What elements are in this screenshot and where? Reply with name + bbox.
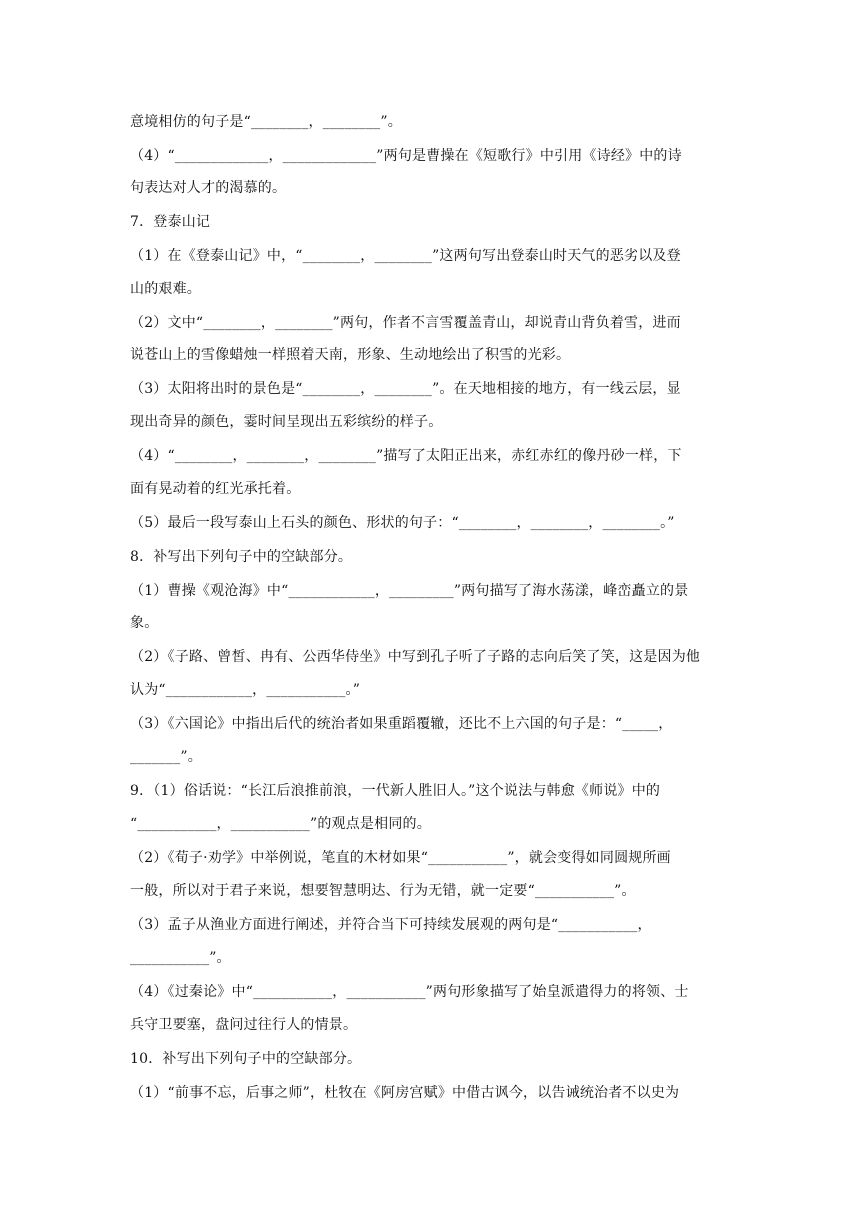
text-line: 句表达对人才的渴慕的。 bbox=[130, 180, 287, 196]
text-line: 一般，所以对于君子来说，想要智慧明达、行为无错，就一定要“___________”。 bbox=[130, 883, 636, 899]
text-line: 现出奇异的颜色，霎时间呈现出五彩缤纷的样子。 bbox=[130, 414, 443, 430]
text-line: 象。 bbox=[130, 615, 159, 631]
section-heading: 8．补写出下列句子中的空缺部分。 bbox=[130, 549, 353, 565]
text-line: ___________”。 bbox=[130, 950, 231, 966]
text-line: （1）“前事不忘，后事之师”，杜牧在《阿房宫赋》中借古讽今，以告诫统治者不以史为 bbox=[130, 1085, 680, 1101]
text-line: _______”。 bbox=[130, 749, 202, 765]
text-line: “___________，___________”的观点是相同的。 bbox=[130, 816, 431, 832]
text-line: 兵守卫要塞，盘问过往行人的情景。 bbox=[130, 1017, 358, 1033]
text-line: （3）太阳将出时的景色是“________，________”。在天地相接的地方，有一线云层，显 bbox=[130, 381, 681, 397]
text-line: 面有晃动着的红光承托着。 bbox=[130, 481, 301, 497]
text-line: （2）《子路、曾皙、冉有、公西华侍坐》中写到孔子听了子路的志向后笑了笑，这是因为他 bbox=[130, 649, 701, 665]
text-line: （5）最后一段写泰山上石头的颜色、形状的句子：“________，________，________。” bbox=[130, 515, 675, 531]
section-heading: 7．登泰山记 bbox=[130, 214, 211, 230]
text-line: 意境相仿的句子是“________，________”。 bbox=[130, 114, 402, 130]
text-line: （3）孟子从渔业方面进行阐述，并符合当下可持续发展观的两句是“___________， bbox=[130, 917, 652, 933]
text-line: （2）文中“________，________”两句，作者不言雪覆盖青山，却说青山背负着雪，进而 bbox=[130, 315, 681, 331]
text-line: （3）《六国论》中指出后代的统治者如果重蹈覆辙，还比不上六国的句子是：“_____， bbox=[130, 716, 673, 732]
section-heading: 10．补写出下列句子中的空缺部分。 bbox=[130, 1051, 362, 1067]
section-heading: 9．（1）俗话说：“长江后浪推前浪，一代新人胜旧人。”这个说法与韩愈《师说》中的 bbox=[130, 783, 661, 799]
text-line: （2）《荀子·劝学》中举例说，笔直的木材如果“___________”，就会变得如同圆规所画 bbox=[130, 850, 671, 866]
text-line: （4）“_____________，_____________”两句是曹操在《短歌行》中引用《诗经》中的诗 bbox=[130, 148, 682, 164]
text-line: 认为“____________，___________。” bbox=[130, 682, 361, 698]
text-line: 山的艰难。 bbox=[130, 281, 201, 297]
text-line: （1）在《登泰山记》中，“________，________”这两句写出登泰山时天气的恶劣以及登 bbox=[130, 248, 681, 264]
text-line: 说苍山上的雪像蜡烛一样照着天南，形象、生动地绘出了积雪的光彩。 bbox=[130, 347, 571, 363]
text-line: （4）《过秦论》中“___________，___________”两句形象描写了始皇派遣得力的将领、士 bbox=[130, 984, 689, 1000]
text-line: （1）曹操《观沧海》中“____________，_________”两句描写了海水荡漾，峰峦矗立的景 bbox=[130, 583, 689, 599]
text-line: （4）“________，________，________”描写了太阳正出来，赤红赤红的像丹砂一样，下 bbox=[130, 448, 682, 464]
